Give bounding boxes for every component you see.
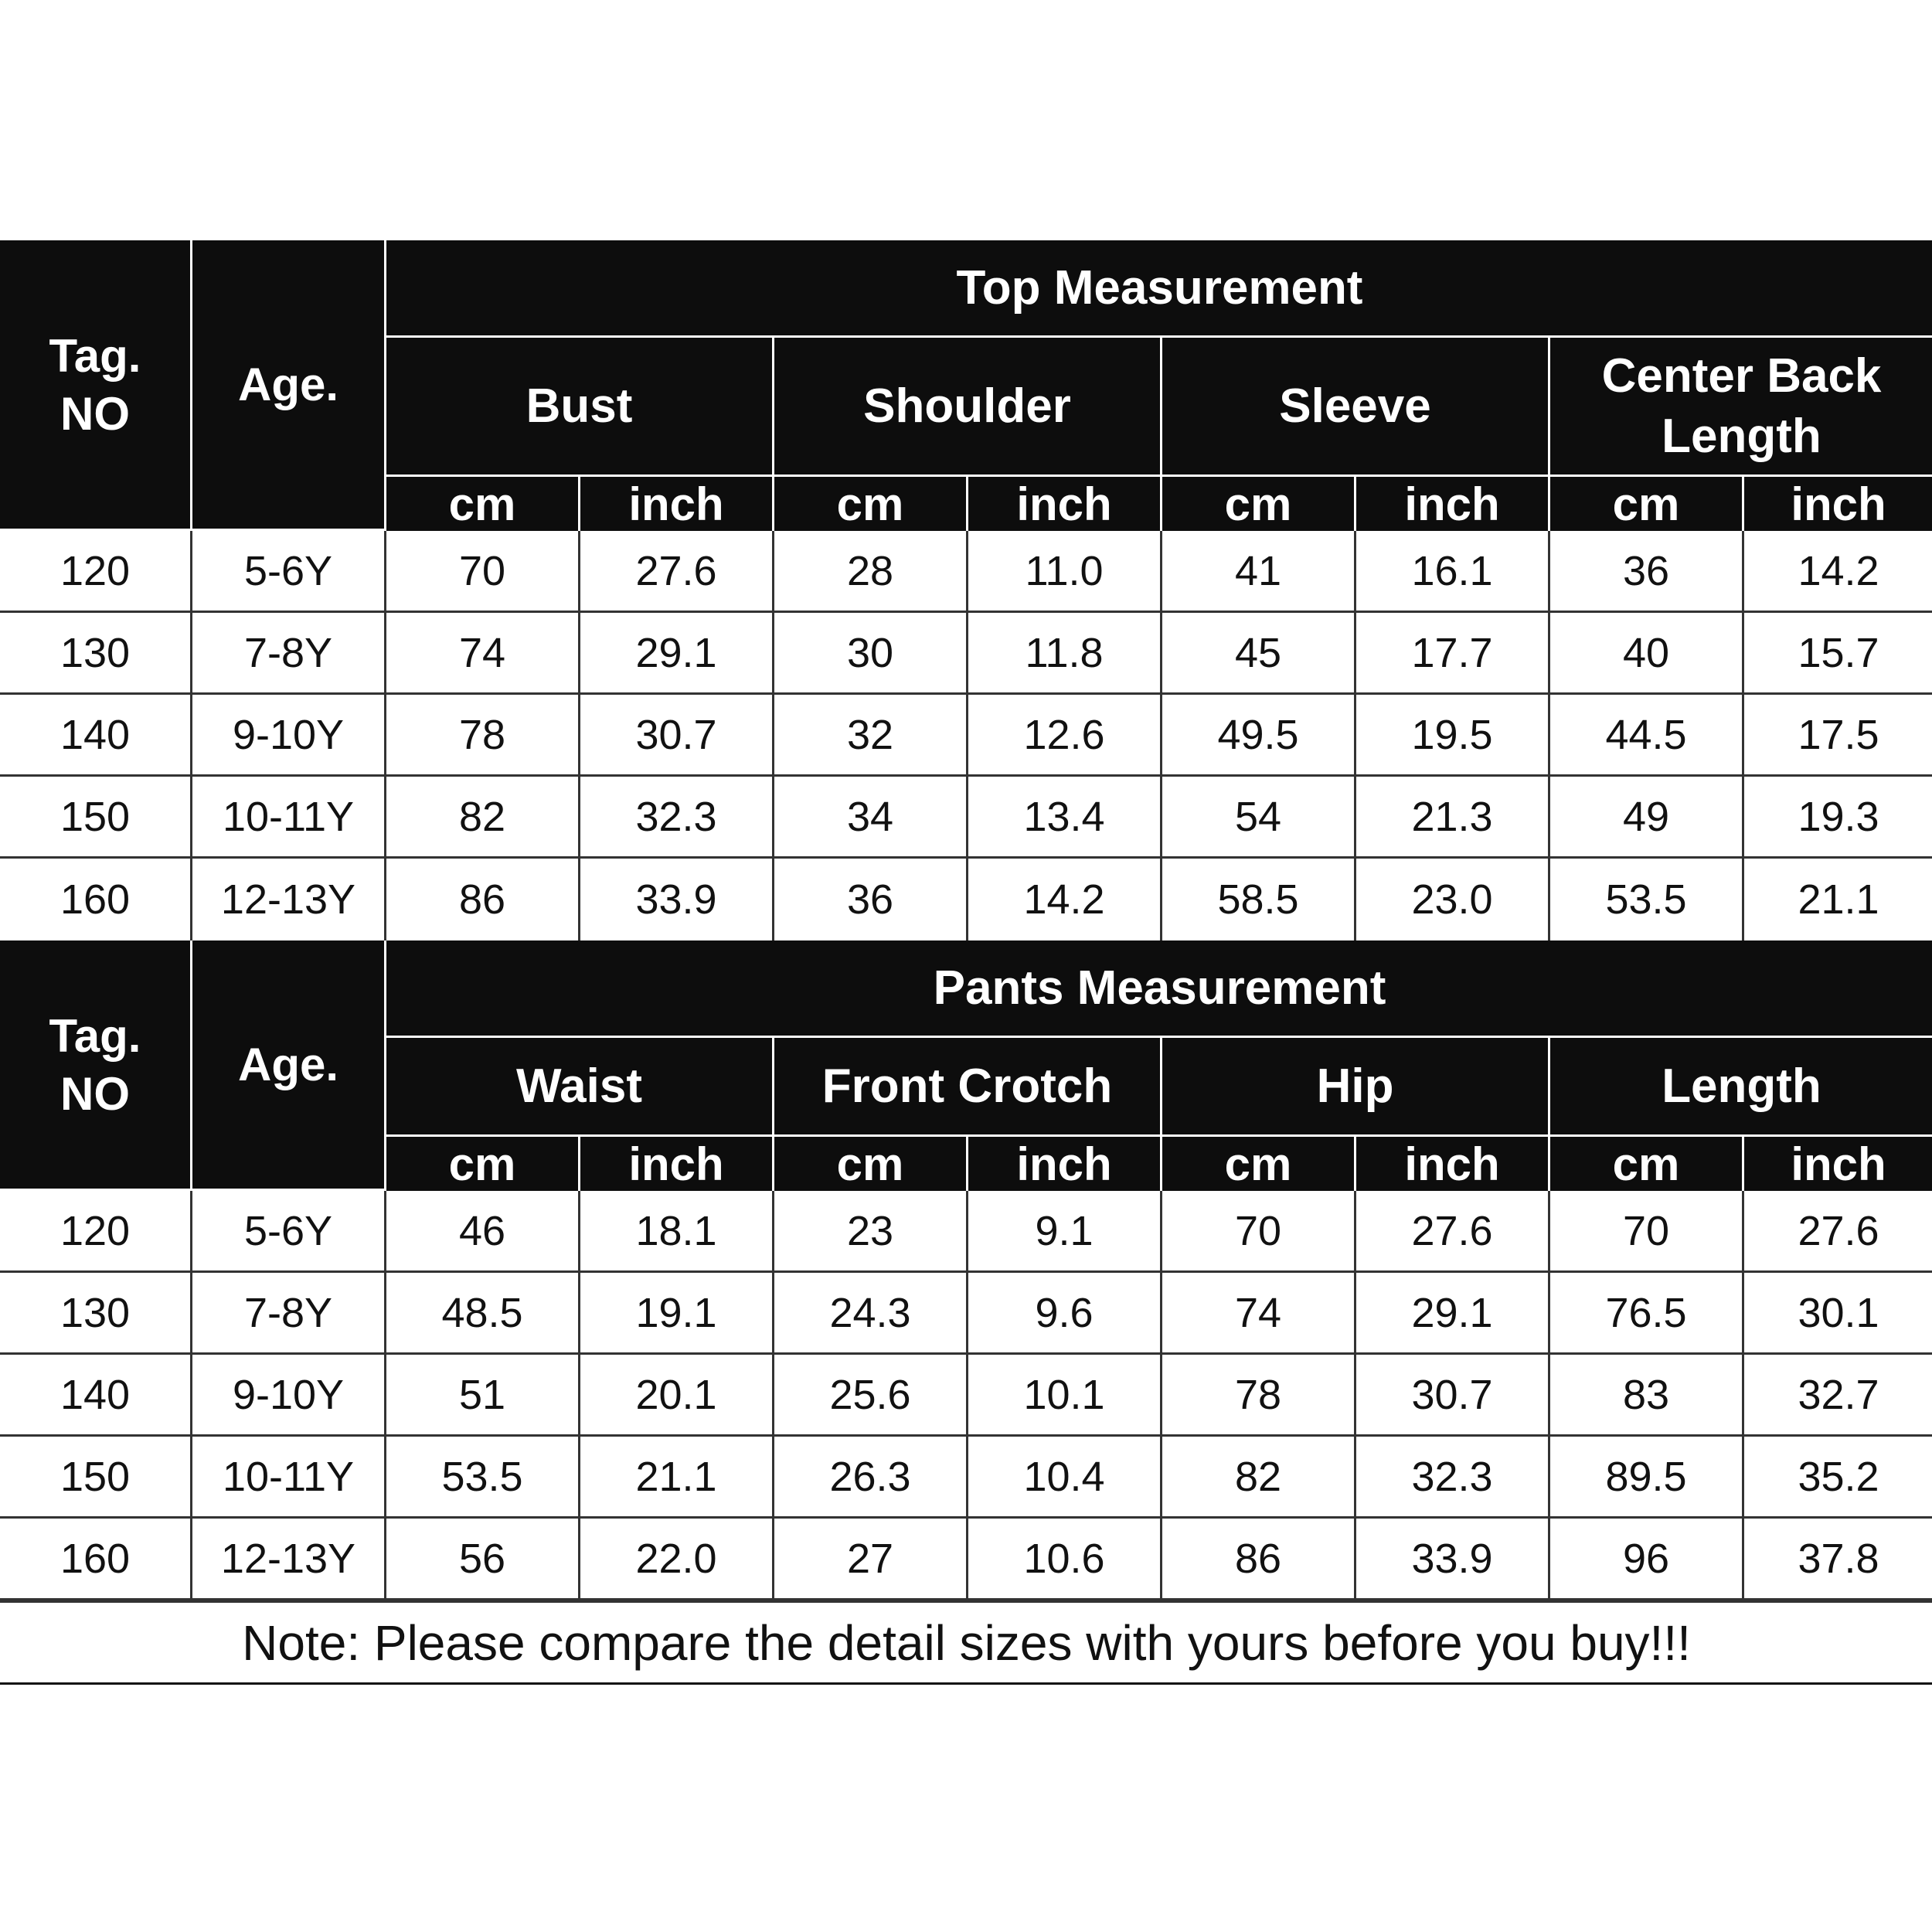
pants-group-hip: Hip: [1162, 1038, 1550, 1137]
pants-value-cell: 48.5: [386, 1273, 580, 1355]
top-value-cell: 34: [774, 777, 968, 859]
pants-value-cell: 10.4: [968, 1437, 1162, 1519]
top-value-cell: 41: [1162, 531, 1356, 613]
pants-group-front-crotch: Front Crotch: [774, 1038, 1162, 1137]
pants-value-cell: 35.2: [1744, 1437, 1932, 1519]
top-tag-cell: 150: [0, 777, 192, 859]
top-value-cell: 54: [1162, 777, 1356, 859]
pants-unit-inch: inch: [1356, 1137, 1550, 1191]
top-value-cell: 32: [774, 695, 968, 777]
top-value-cell: 44.5: [1550, 695, 1744, 777]
top-value-cell: 12.6: [968, 695, 1162, 777]
pants-age-cell: 10-11Y: [192, 1437, 386, 1519]
top-value-cell: 16.1: [1356, 531, 1550, 613]
top-value-cell: 36: [1550, 531, 1744, 613]
top-group-bust: Bust: [386, 338, 774, 477]
top-age-cell: 7-8Y: [192, 613, 386, 695]
pants-tag-no-header: Tag. NO: [0, 940, 192, 1191]
pants-value-cell: 10.6: [968, 1519, 1162, 1600]
top-value-cell: 19.5: [1356, 695, 1550, 777]
top-value-cell: 70: [386, 531, 580, 613]
pants-unit-cm: cm: [1550, 1137, 1744, 1191]
top-unit-inch: inch: [580, 477, 774, 531]
top-value-cell: 32.3: [580, 777, 774, 859]
pants-unit-inch: inch: [1744, 1137, 1932, 1191]
top-unit-cm: cm: [386, 477, 580, 531]
top-value-cell: 74: [386, 613, 580, 695]
pants-value-cell: 89.5: [1550, 1437, 1744, 1519]
size-chart: [0, 240, 1932, 1685]
top-section-title: Top Measurement: [386, 240, 1932, 338]
top-value-cell: 49.5: [1162, 695, 1356, 777]
pants-value-cell: 51: [386, 1355, 580, 1437]
pants-value-cell: 33.9: [1356, 1519, 1550, 1600]
pants-tag-cell: 130: [0, 1273, 192, 1355]
top-value-cell: 36: [774, 859, 968, 940]
top-unit-cm: cm: [1162, 477, 1356, 531]
pants-value-cell: 27.6: [1744, 1191, 1932, 1273]
top-group-sleeve: Sleeve: [1162, 338, 1550, 477]
top-value-cell: 30.7: [580, 695, 774, 777]
pants-value-cell: 82: [1162, 1437, 1356, 1519]
pants-value-cell: 27: [774, 1519, 968, 1600]
pants-value-cell: 25.6: [774, 1355, 968, 1437]
top-value-cell: 14.2: [968, 859, 1162, 940]
top-unit-inch: inch: [968, 477, 1162, 531]
top-value-cell: 14.2: [1744, 531, 1932, 613]
pants-value-cell: 53.5: [386, 1437, 580, 1519]
pants-value-cell: 22.0: [580, 1519, 774, 1600]
pants-value-cell: 26.3: [774, 1437, 968, 1519]
top-value-cell: 86: [386, 859, 580, 940]
pants-unit-inch: inch: [968, 1137, 1162, 1191]
top-value-cell: 27.6: [580, 531, 774, 613]
top-value-cell: 17.7: [1356, 613, 1550, 695]
top-value-cell: 11.8: [968, 613, 1162, 695]
top-value-cell: 78: [386, 695, 580, 777]
top-value-cell: 17.5: [1744, 695, 1932, 777]
top-value-cell: 29.1: [580, 613, 774, 695]
top-value-cell: 28: [774, 531, 968, 613]
top-value-cell: 13.4: [968, 777, 1162, 859]
pants-unit-cm: cm: [774, 1137, 968, 1191]
pants-value-cell: 46: [386, 1191, 580, 1273]
top-value-cell: 49: [1550, 777, 1744, 859]
top-value-cell: 19.3: [1744, 777, 1932, 859]
pants-tag-cell: 140: [0, 1355, 192, 1437]
top-value-cell: 15.7: [1744, 613, 1932, 695]
pants-group-length: Length: [1550, 1038, 1932, 1137]
top-age-cell: 9-10Y: [192, 695, 386, 777]
pants-age-cell: 5-6Y: [192, 1191, 386, 1273]
pants-value-cell: 30.1: [1744, 1273, 1932, 1355]
top-tag-cell: 130: [0, 613, 192, 695]
pants-value-cell: 27.6: [1356, 1191, 1550, 1273]
pants-value-cell: 9.6: [968, 1273, 1162, 1355]
top-group-shoulder: Shoulder: [774, 338, 1162, 477]
pants-value-cell: 78: [1162, 1355, 1356, 1437]
top-age-cell: 10-11Y: [192, 777, 386, 859]
pants-value-cell: 76.5: [1550, 1273, 1744, 1355]
pants-value-cell: 21.1: [580, 1437, 774, 1519]
pants-value-cell: 24.3: [774, 1273, 968, 1355]
pants-value-cell: 19.1: [580, 1273, 774, 1355]
pants-age-cell: 7-8Y: [192, 1273, 386, 1355]
top-tag-cell: 140: [0, 695, 192, 777]
top-value-cell: 33.9: [580, 859, 774, 940]
top-value-cell: 21.3: [1356, 777, 1550, 859]
top-unit-inch: inch: [1356, 477, 1550, 531]
pants-value-cell: 32.3: [1356, 1437, 1550, 1519]
top-value-cell: 23.0: [1356, 859, 1550, 940]
pants-value-cell: 37.8: [1744, 1519, 1932, 1600]
pants-unit-cm: cm: [386, 1137, 580, 1191]
pants-unit-cm: cm: [1162, 1137, 1356, 1191]
pants-tag-cell: 120: [0, 1191, 192, 1273]
pants-value-cell: 9.1: [968, 1191, 1162, 1273]
pants-unit-inch: inch: [580, 1137, 774, 1191]
top-age-cell: 12-13Y: [192, 859, 386, 940]
top-value-cell: 45: [1162, 613, 1356, 695]
top-value-cell: 21.1: [1744, 859, 1932, 940]
top-value-cell: 53.5: [1550, 859, 1744, 940]
pants-value-cell: 18.1: [580, 1191, 774, 1273]
pants-value-cell: 56: [386, 1519, 580, 1600]
pants-age-cell: 9-10Y: [192, 1355, 386, 1437]
pants-value-cell: 74: [1162, 1273, 1356, 1355]
pants-group-waist: Waist: [386, 1038, 774, 1137]
pants-value-cell: 23: [774, 1191, 968, 1273]
top-value-cell: 30: [774, 613, 968, 695]
pants-tag-cell: 160: [0, 1519, 192, 1600]
pants-age-cell: 12-13Y: [192, 1519, 386, 1600]
pants-value-cell: 70: [1162, 1191, 1356, 1273]
pants-value-cell: 30.7: [1356, 1355, 1550, 1437]
pants-age-header: Age.: [192, 940, 386, 1191]
note-text: Note: Please compare the detail sizes with yours before you buy!!!: [0, 1600, 1932, 1682]
top-value-cell: 82: [386, 777, 580, 859]
top-tag-cell: 160: [0, 859, 192, 940]
pants-value-cell: 32.7: [1744, 1355, 1932, 1437]
top-value-cell: 58.5: [1162, 859, 1356, 940]
top-unit-cm: cm: [774, 477, 968, 531]
pants-value-cell: 96: [1550, 1519, 1744, 1600]
top-unit-cm: cm: [1550, 477, 1744, 531]
top-unit-inch: inch: [1744, 477, 1932, 531]
top-value-cell: 40: [1550, 613, 1744, 695]
pants-value-cell: 70: [1550, 1191, 1744, 1273]
pants-value-cell: 20.1: [580, 1355, 774, 1437]
pants-value-cell: 86: [1162, 1519, 1356, 1600]
pants-value-cell: 10.1: [968, 1355, 1162, 1437]
pants-value-cell: 83: [1550, 1355, 1744, 1437]
pants-section-title: Pants Measurement: [386, 940, 1932, 1038]
top-tag-cell: 120: [0, 531, 192, 613]
top-value-cell: 11.0: [968, 531, 1162, 613]
pants-value-cell: 29.1: [1356, 1273, 1550, 1355]
top-tag-no-header: Tag. NO: [0, 240, 192, 531]
top-group-center-back-length: Center Back Length: [1550, 338, 1932, 477]
top-age-header: Age.: [192, 240, 386, 531]
top-age-cell: 5-6Y: [192, 531, 386, 613]
pants-tag-cell: 150: [0, 1437, 192, 1519]
